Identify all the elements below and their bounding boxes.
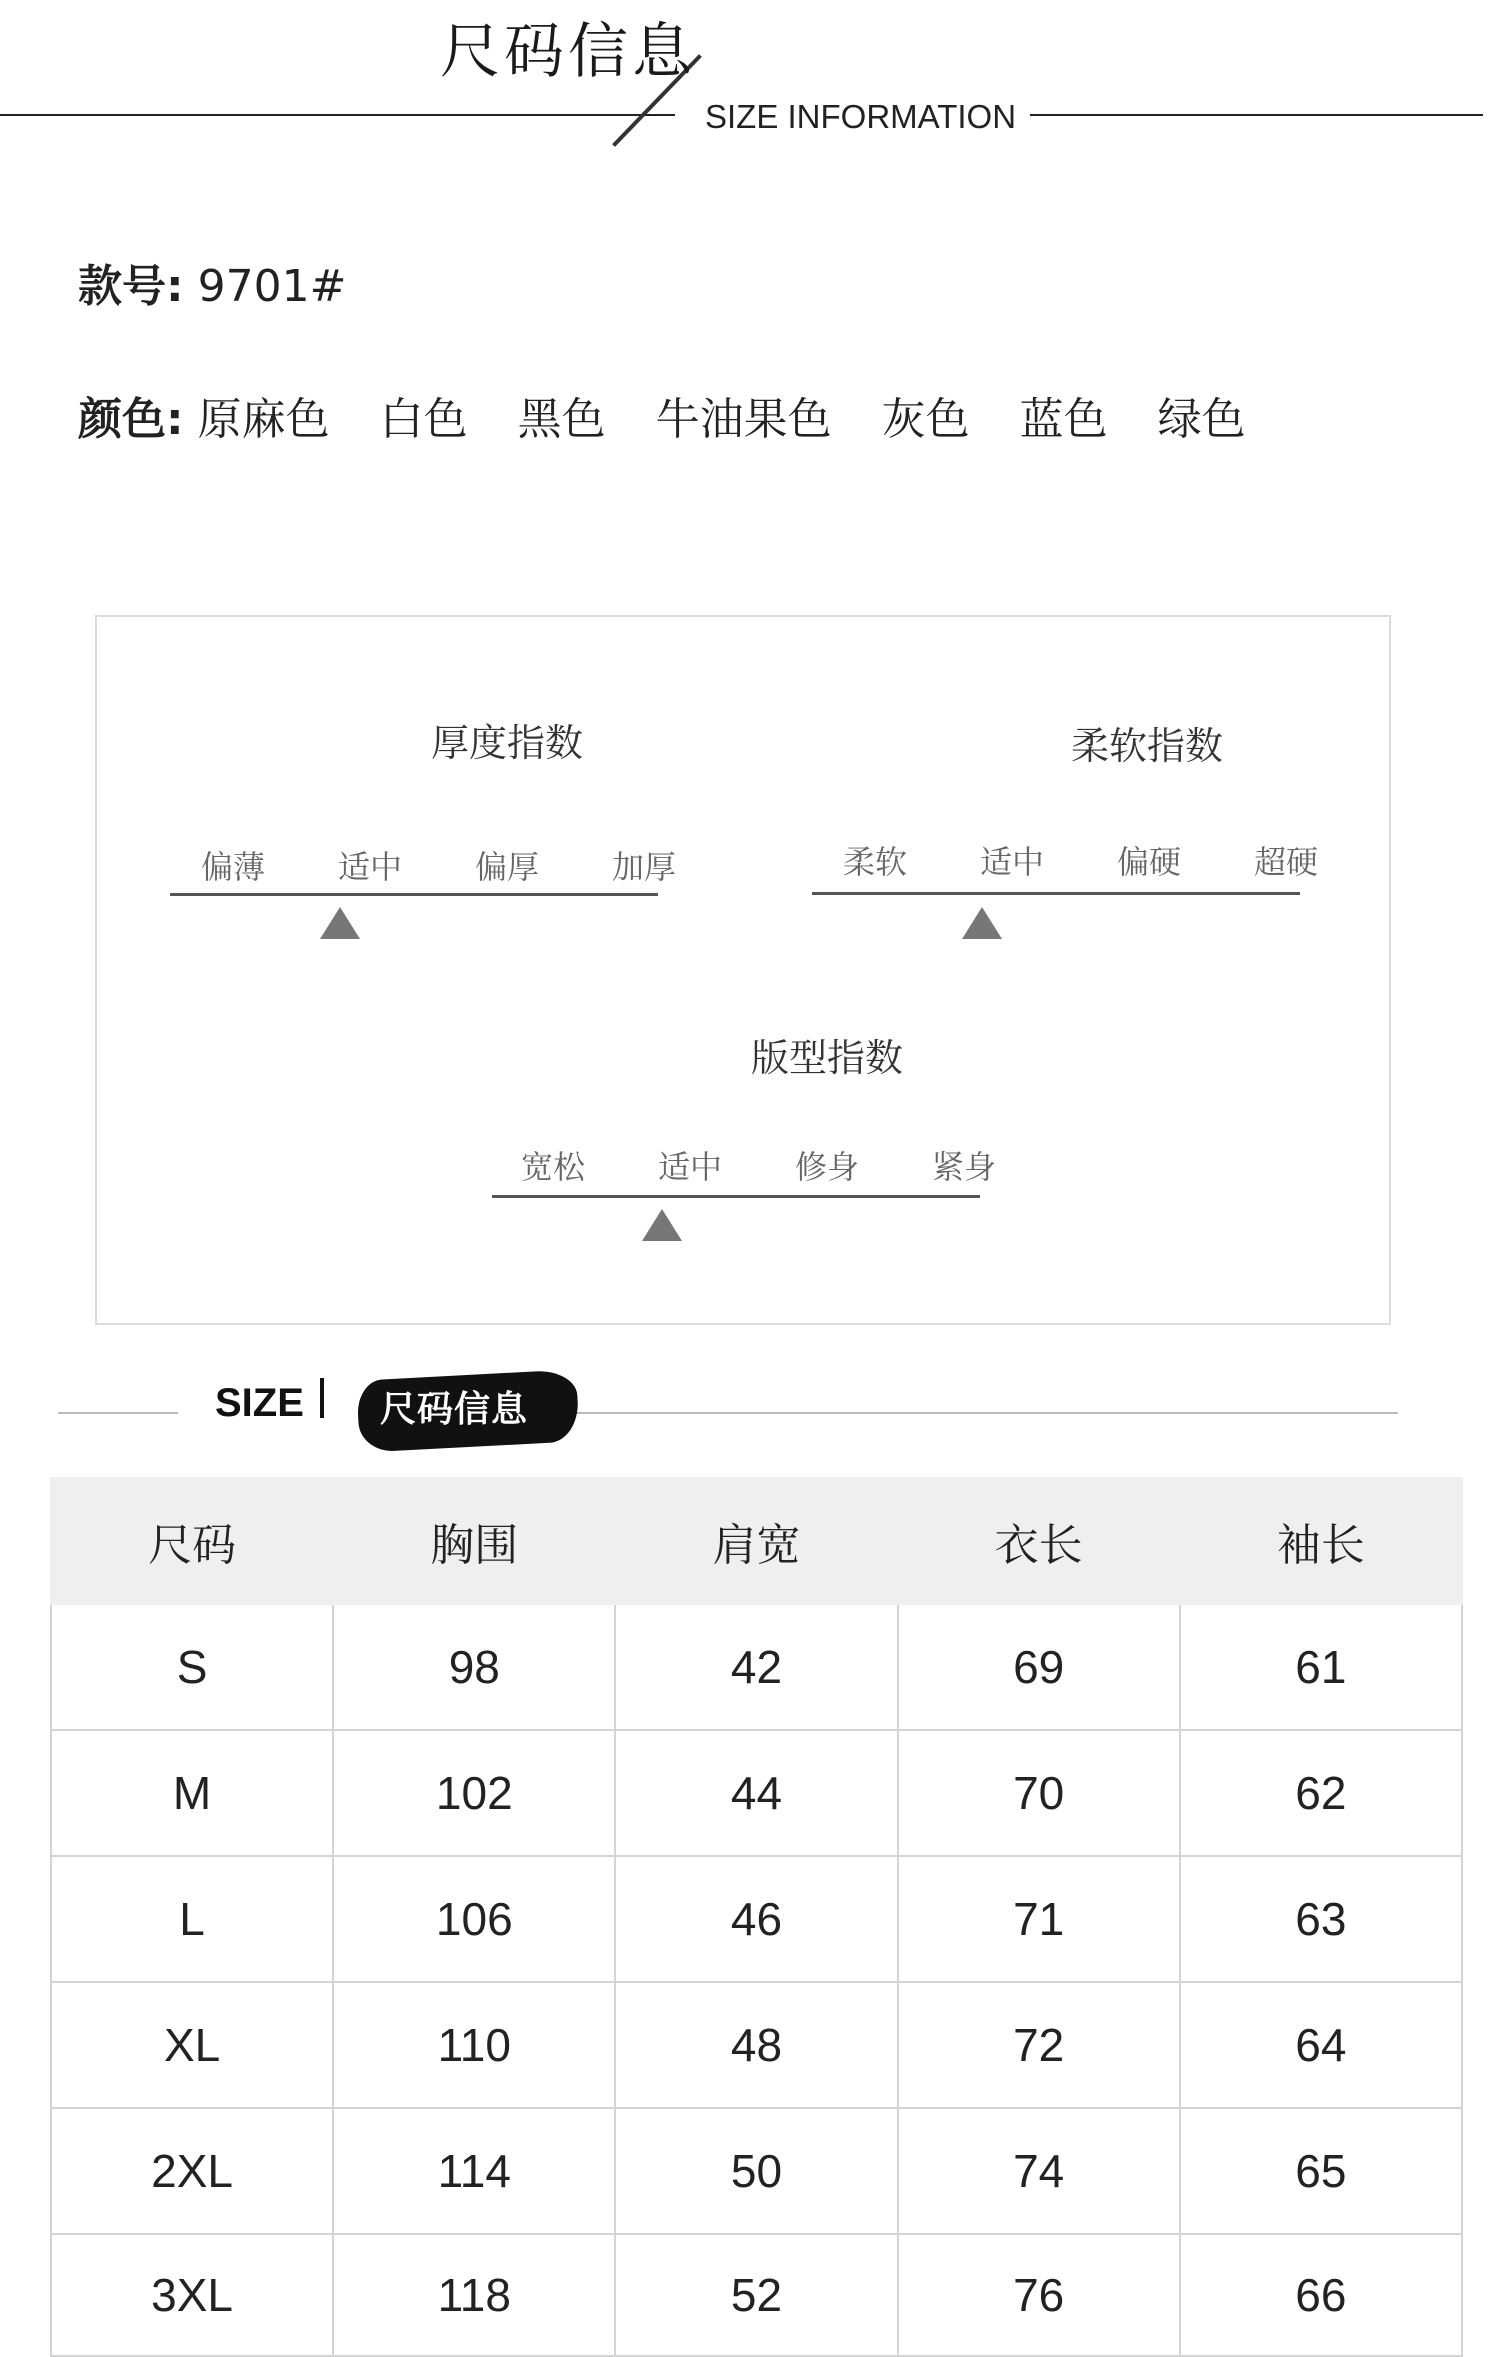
table-cell: 106 bbox=[333, 1856, 615, 1982]
table-header-row bbox=[51, 1478, 1462, 1604]
column-header: 胸围 bbox=[333, 1478, 615, 1604]
thickness-scale-bar bbox=[170, 893, 658, 896]
table-cell: 42 bbox=[615, 1604, 897, 1730]
model-value: 9701# bbox=[197, 261, 347, 312]
color-item: 灰色 bbox=[881, 394, 970, 445]
thickness-index-title: 厚度指数 bbox=[430, 721, 583, 765]
table-cell: 2XL bbox=[51, 2108, 333, 2234]
fit-option: 宽松 bbox=[520, 1148, 585, 1186]
color-item: 绿色 bbox=[1157, 394, 1246, 445]
table-row bbox=[51, 1856, 1462, 1982]
table-cell: M bbox=[51, 1730, 333, 1856]
table-cell: 61 bbox=[1180, 1604, 1462, 1730]
color-item: 蓝色 bbox=[1019, 394, 1108, 445]
table-cell: 66 bbox=[1180, 2234, 1462, 2356]
fit-index-title: 版型指数 bbox=[750, 1036, 903, 1080]
size-section-label: SIZE bbox=[215, 1381, 304, 1425]
colors-label: 颜色: bbox=[78, 394, 184, 445]
table-cell: 69 bbox=[898, 1604, 1180, 1730]
fabric-index-panel bbox=[95, 615, 1391, 1325]
table-row bbox=[51, 1982, 1462, 2108]
table-cell: 72 bbox=[898, 1982, 1180, 2108]
table-cell: 52 bbox=[615, 2234, 897, 2356]
column-header: 尺码 bbox=[51, 1478, 333, 1604]
table-cell: 50 bbox=[615, 2108, 897, 2234]
table-cell: 102 bbox=[333, 1730, 615, 1856]
fit-selected-marker bbox=[642, 1209, 682, 1241]
fit-option: 紧身 bbox=[931, 1148, 996, 1186]
page-subtitle: SIZE INFORMATION bbox=[705, 98, 1017, 135]
softness-index-title: 柔软指数 bbox=[1070, 724, 1223, 768]
table-cell: 114 bbox=[333, 2108, 615, 2234]
table-cell: S bbox=[51, 1604, 333, 1730]
softness-option: 柔软 bbox=[842, 843, 907, 881]
table-cell: 71 bbox=[898, 1856, 1180, 1982]
table-cell: 65 bbox=[1180, 2108, 1462, 2234]
fit-option: 适中 bbox=[657, 1148, 722, 1186]
thickness-option: 适中 bbox=[337, 848, 402, 886]
color-item: 牛油果色 bbox=[655, 394, 832, 445]
thickness-option: 偏厚 bbox=[474, 848, 539, 886]
softness-option: 适中 bbox=[979, 843, 1044, 881]
table-cell: 48 bbox=[615, 1982, 897, 2108]
table-cell: 110 bbox=[333, 1982, 615, 2108]
table-cell: XL bbox=[51, 1982, 333, 2108]
table-cell: 98 bbox=[333, 1604, 615, 1730]
softness-option: 超硬 bbox=[1253, 843, 1318, 881]
thickness-option: 加厚 bbox=[611, 848, 676, 886]
table-cell: 63 bbox=[1180, 1856, 1462, 1982]
table-cell: 3XL bbox=[51, 2234, 333, 2356]
softness-selected-marker bbox=[962, 907, 1002, 939]
model-number bbox=[78, 261, 347, 312]
fit-scale-bar bbox=[492, 1195, 980, 1198]
table-row bbox=[51, 1604, 1462, 1730]
column-header: 衣长 bbox=[898, 1478, 1180, 1604]
softness-scale-bar bbox=[812, 892, 1300, 895]
size-section-label-cn: 尺码信息 bbox=[380, 1389, 529, 1430]
page-title: 尺码信息 bbox=[440, 17, 696, 87]
color-list bbox=[78, 394, 1282, 445]
table-cell: 44 bbox=[615, 1730, 897, 1856]
table-cell: L bbox=[51, 1856, 333, 1982]
table-cell: 46 bbox=[615, 1856, 897, 1982]
fit-option: 修身 bbox=[794, 1148, 859, 1186]
header-rule-right bbox=[1030, 114, 1483, 116]
table-cell: 62 bbox=[1180, 1730, 1462, 1856]
color-item: 白色 bbox=[379, 394, 468, 445]
model-label: 款号: bbox=[78, 261, 184, 312]
size-section-rule-left bbox=[58, 1412, 178, 1414]
thickness-option: 偏薄 bbox=[200, 848, 265, 886]
table-row bbox=[51, 1730, 1462, 1856]
column-header: 袖长 bbox=[1180, 1478, 1462, 1604]
table-cell: 76 bbox=[898, 2234, 1180, 2356]
table-cell: 74 bbox=[898, 2108, 1180, 2234]
size-section-separator bbox=[320, 1378, 324, 1418]
table-row bbox=[51, 2108, 1462, 2234]
table-row bbox=[51, 2234, 1462, 2356]
table-cell: 70 bbox=[898, 1730, 1180, 1856]
table-cell: 118 bbox=[333, 2234, 615, 2356]
size-table bbox=[50, 1477, 1463, 2357]
softness-option: 偏硬 bbox=[1116, 843, 1181, 881]
thickness-selected-marker bbox=[320, 907, 360, 939]
header-rule-left bbox=[0, 114, 675, 116]
color-item: 原麻色 bbox=[197, 394, 330, 445]
column-header: 肩宽 bbox=[615, 1478, 897, 1604]
color-item: 黑色 bbox=[517, 394, 606, 445]
table-cell: 64 bbox=[1180, 1982, 1462, 2108]
size-section-rule-right bbox=[570, 1412, 1398, 1414]
